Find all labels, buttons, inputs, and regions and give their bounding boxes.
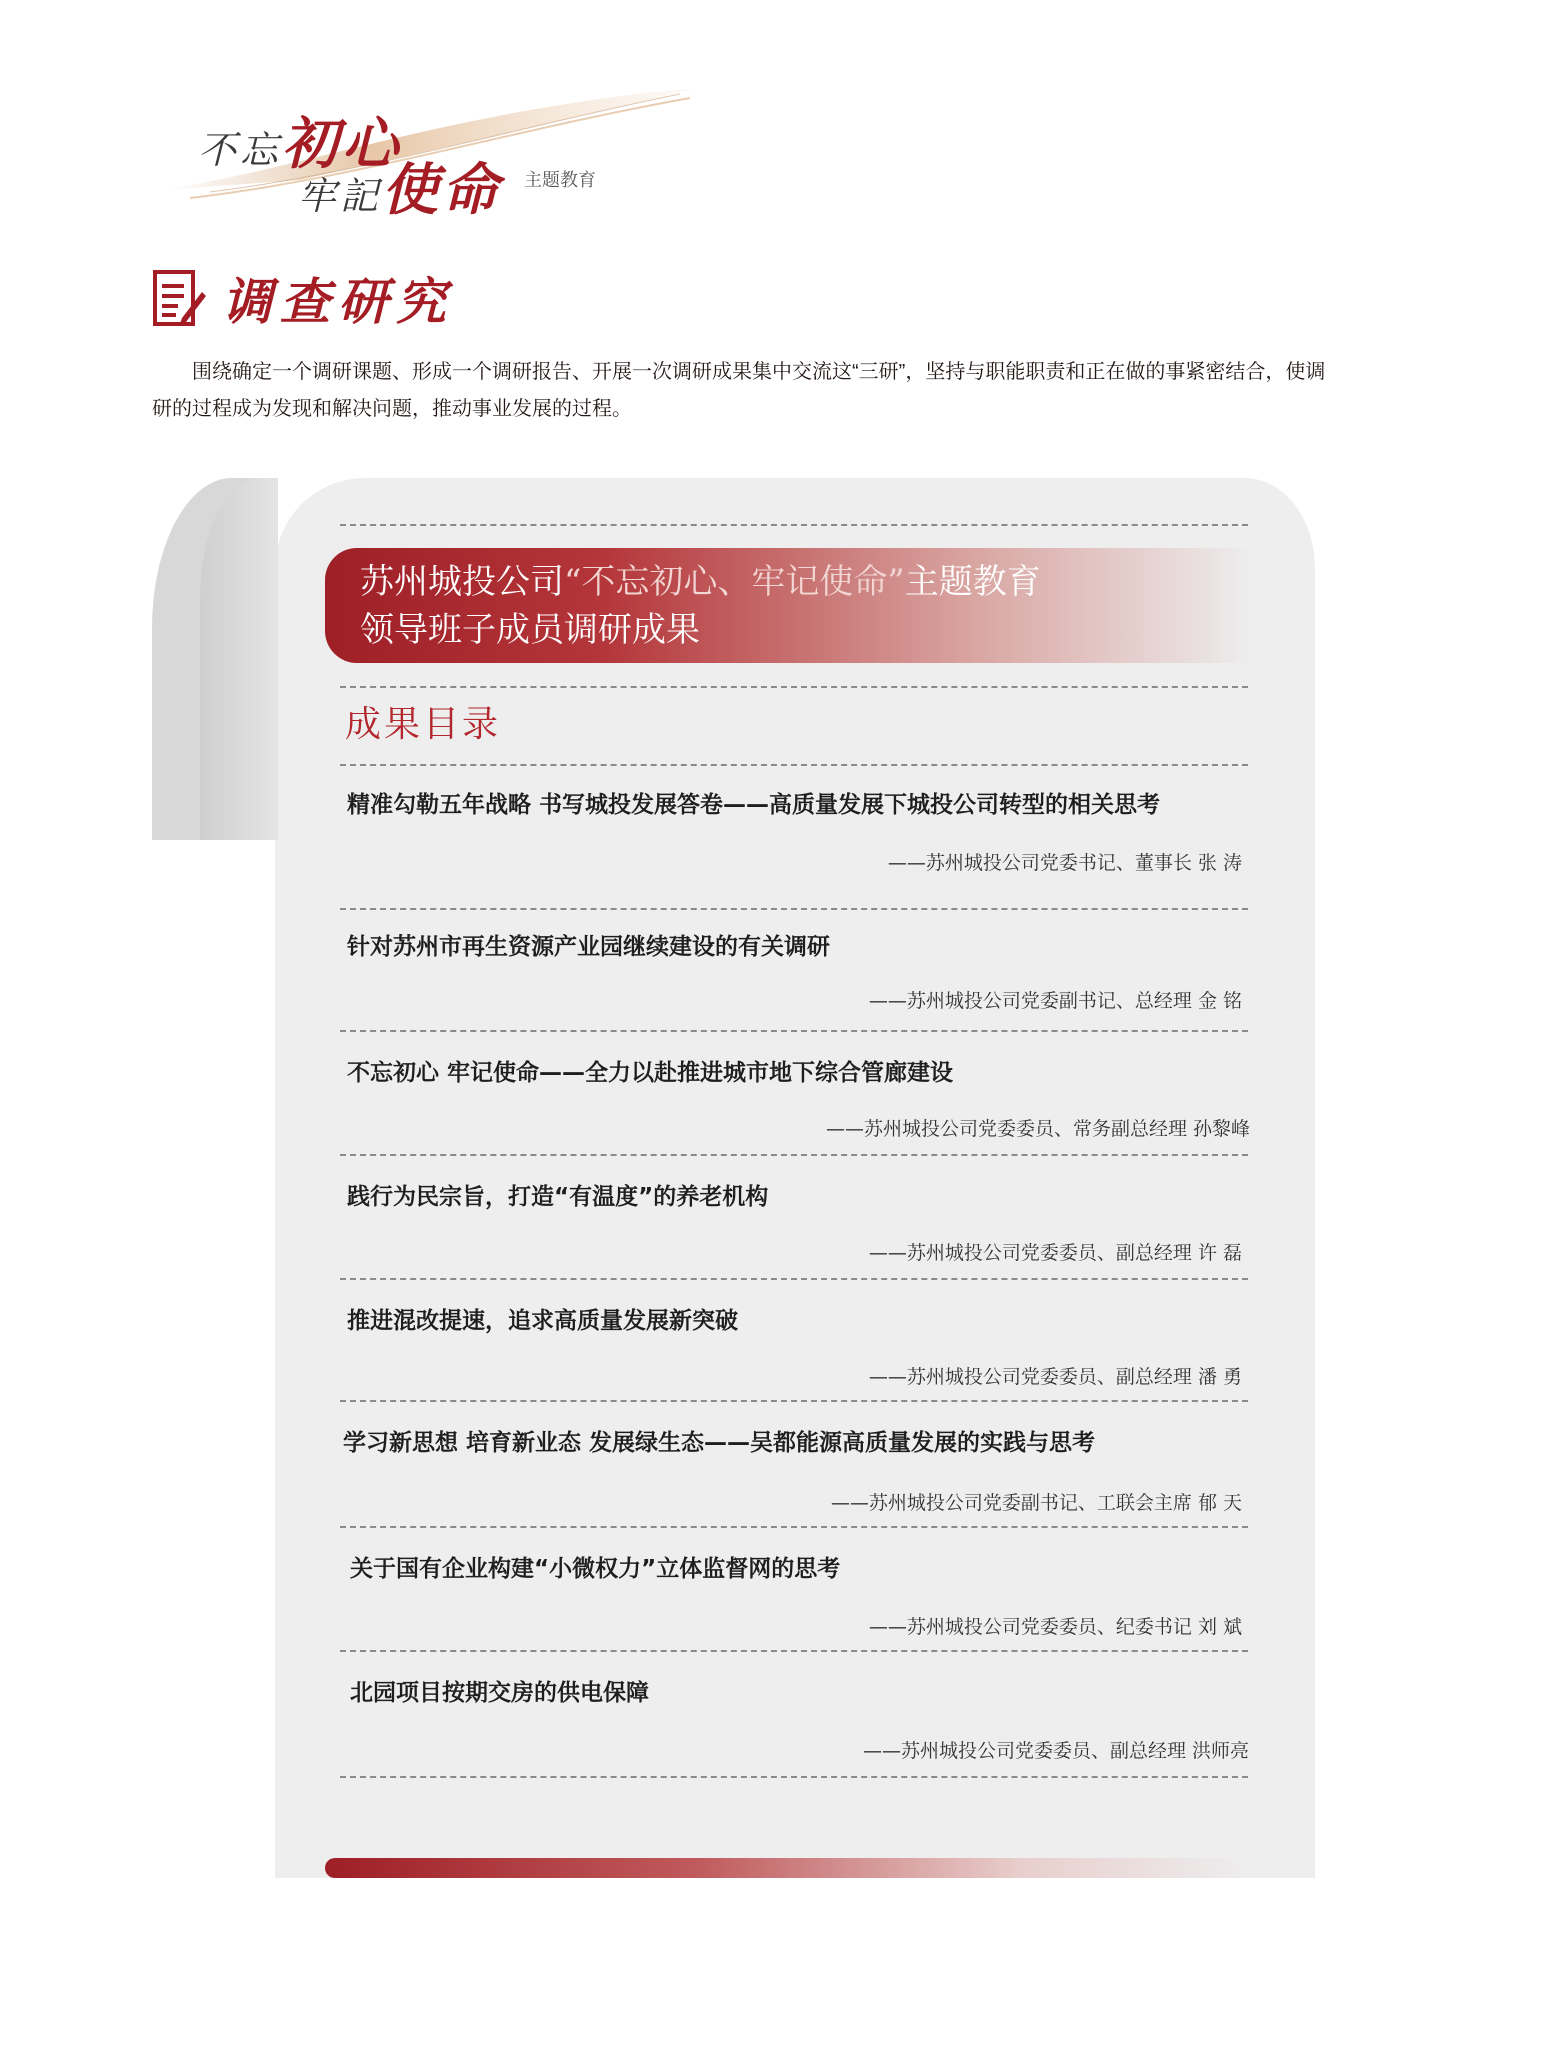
toc-entry-title[interactable]: 学习新思想 培育新业态 发展绿生态——吴都能源高质量发展的实践与思考	[343, 1430, 1096, 1456]
toc-entry-author: ——苏州城投公司党委委员、副总经理 许 磊	[868, 1242, 1242, 1264]
toc-entry-author: ——苏州城投公司党委副书记、总经理 金 铭	[868, 990, 1242, 1012]
logo-subtitle: 主题教育	[524, 170, 596, 190]
title-banner	[325, 548, 1255, 663]
toc-entry-title[interactable]: 针对苏州市再生资源产业园继续建设的有关调研	[347, 934, 830, 960]
toc-entry-title[interactable]: 关于国有企业构建“小微权力”立体监督网的思考	[350, 1556, 841, 1582]
toc-entry-title[interactable]: 践行为民宗旨，打造“有温度”的养老机构	[347, 1184, 769, 1210]
divider	[340, 1278, 1248, 1280]
section-title: 调查研究	[222, 272, 454, 331]
logo-line2: 牢記使命	[298, 157, 503, 223]
divider	[340, 908, 1248, 910]
divider	[340, 1650, 1248, 1652]
toc-entry-title[interactable]: 精准勾勒五年战略 书写城投发展答卷——高质量发展下城投公司转型的相关思考	[347, 792, 1161, 818]
banner-line1: 苏州城投公司“不忘初心、牢记使命”主题教育	[360, 562, 1041, 602]
toc-entry-author: ——苏州城投公司党委委员、纪委书记 刘 斌	[868, 1616, 1242, 1638]
bottom-gradient-bar	[325, 1858, 1255, 1878]
toc-entry-title[interactable]: 北园项目按期交房的供电保障	[350, 1680, 649, 1706]
banner-line2: 领导班子成员调研成果	[360, 610, 700, 650]
toc-entry-author: ——苏州城投公司党委副书记、工联会主席 郁 天	[830, 1492, 1242, 1514]
toc-entry-author: ——苏州城投公司党委委员、副总经理 洪师亮	[862, 1740, 1249, 1762]
divider	[340, 1776, 1248, 1778]
scroll-roll-curl	[200, 478, 278, 840]
toc-entry-author: ——苏州城投公司党委书记、董事长 张 涛	[887, 852, 1242, 874]
divider	[340, 1030, 1248, 1032]
divider	[340, 764, 1248, 766]
divider	[340, 524, 1248, 526]
toc-entry-title[interactable]: 推进混改提速，追求高质量发展新突破	[347, 1308, 738, 1334]
divider	[340, 686, 1248, 688]
toc-entry-author: ——苏州城投公司党委委员、常务副总经理 孙黎峰	[825, 1118, 1250, 1140]
divider	[340, 1400, 1248, 1402]
toc-title: 成果目录	[345, 704, 502, 745]
divider	[340, 1526, 1248, 1528]
logo-line1: 不忘初心	[198, 111, 403, 177]
intro-paragraph: 围绕确定一个调研课题、形成一个调研报告、开展一次调研成果集中交流这“三研”，坚持与职能职责和正在做的事紧密结合，使调研的过程成为发现和解决问题，推动事业发展的过程。	[152, 361, 1326, 420]
document-pen-icon	[152, 268, 208, 328]
section-heading	[152, 268, 454, 331]
divider	[340, 1154, 1248, 1156]
toc-entry-author: ——苏州城投公司党委委员、副总经理 潘 勇	[868, 1366, 1242, 1388]
toc-entry-title[interactable]: 不忘初心 牢记使命——全力以赴推进城市地下综合管廊建设	[347, 1060, 954, 1086]
header-logo	[150, 80, 710, 223]
